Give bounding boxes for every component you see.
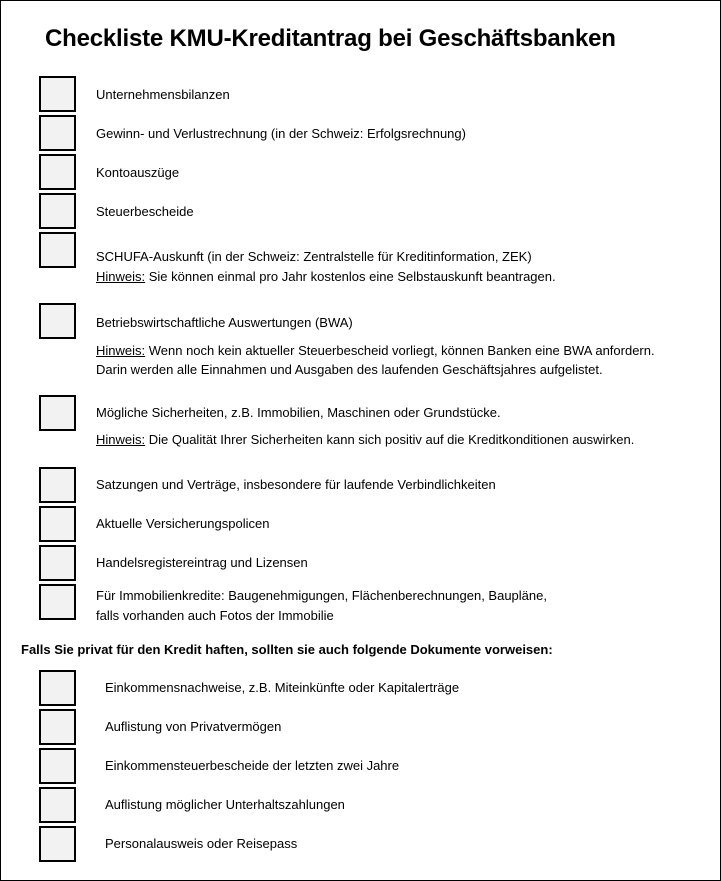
item-label: Steuerbescheide — [96, 204, 194, 219]
checkbox[interactable] — [39, 232, 76, 268]
checkbox[interactable] — [39, 395, 76, 431]
item-label: Einkommensnachweise, z.B. Miteinkünfte oder Kapitalerträge — [105, 680, 460, 695]
hint-text: Die Qualität Ihrer Sicherheiten kann sich positiv auf die Kreditkonditionen auswirken. — [145, 432, 635, 447]
checkbox[interactable] — [39, 787, 76, 823]
checkbox[interactable] — [39, 154, 76, 190]
item-label: Betriebswirtschaftliche Auswertungen (BWA) — [96, 315, 353, 330]
item-label: Auflistung von Privatvermögen — [105, 719, 282, 734]
section-heading: Falls Sie privat für den Kredit haften, sollten sie auch folgende Dokumente vorweisen: — [21, 642, 553, 657]
checkbox[interactable] — [39, 826, 76, 862]
checkbox[interactable] — [39, 467, 76, 503]
item-label: Unternehmensbilanzen — [96, 87, 230, 102]
item-label: Auflistung möglicher Unterhaltszahlungen — [105, 797, 345, 812]
item-label: Gewinn- und Verlustrechnung (in der Schweiz: Erfolgsrechnung) — [96, 126, 466, 141]
item-label: Satzungen und Verträge, insbesondere für laufende Verbindlichkeiten — [96, 477, 496, 492]
checkbox[interactable] — [39, 193, 76, 229]
item-label: Für Immobilienkredite: Baugenehmigungen, Flächenberechnungen, Baupläne, — [96, 588, 547, 603]
checkbox[interactable] — [39, 506, 76, 542]
item-label: SCHUFA-Auskunft (in der Schweiz: Zentralstelle für Kreditinformation, ZEK) — [96, 249, 532, 264]
item-hint — [96, 343, 655, 359]
item-hint-line2: Darin werden alle Einnahmen und Ausgaben des laufenden Geschäftsjahres aufgelistet. — [96, 362, 603, 377]
item-label: Einkommensteuerbescheide der letzten zwei Jahre — [105, 758, 400, 773]
hint-text: Wenn noch kein aktueller Steuerbescheid vorliegt, können Banken eine BWA anfordern. — [145, 343, 655, 358]
item-label: Kontoauszüge — [96, 165, 180, 180]
hint-prefix: Hinweis: — [96, 432, 146, 447]
checkbox[interactable] — [39, 709, 76, 745]
hint-text: Sie können einmal pro Jahr kostenlos eine Selbstauskunft beantragen. — [145, 269, 556, 284]
checkbox[interactable] — [39, 76, 76, 112]
item-hint — [96, 432, 634, 448]
hint-prefix: Hinweis: — [96, 343, 146, 358]
item-label: Aktuelle Versicherungspolicen — [96, 516, 270, 531]
checkbox[interactable] — [39, 545, 76, 581]
checkbox[interactable] — [39, 748, 76, 784]
item-label-line2: falls vorhanden auch Fotos der Immobilie — [96, 608, 334, 623]
item-label: Mögliche Sicherheiten, z.B. Immobilien, Maschinen oder Grundstücke. — [96, 405, 501, 420]
item-label: Handelsregistereintrag und Lizensen — [96, 555, 308, 570]
checkbox[interactable] — [39, 584, 76, 620]
hint-prefix: Hinweis: — [96, 269, 146, 284]
item-label: Personalausweis oder Reisepass — [105, 836, 298, 851]
checkbox[interactable] — [39, 303, 76, 339]
checkbox[interactable] — [39, 115, 76, 151]
checkbox[interactable] — [39, 670, 76, 706]
page-title: Checkliste KMU-Kreditantrag bei Geschäftsbanken — [45, 25, 616, 52]
item-hint — [96, 269, 556, 285]
